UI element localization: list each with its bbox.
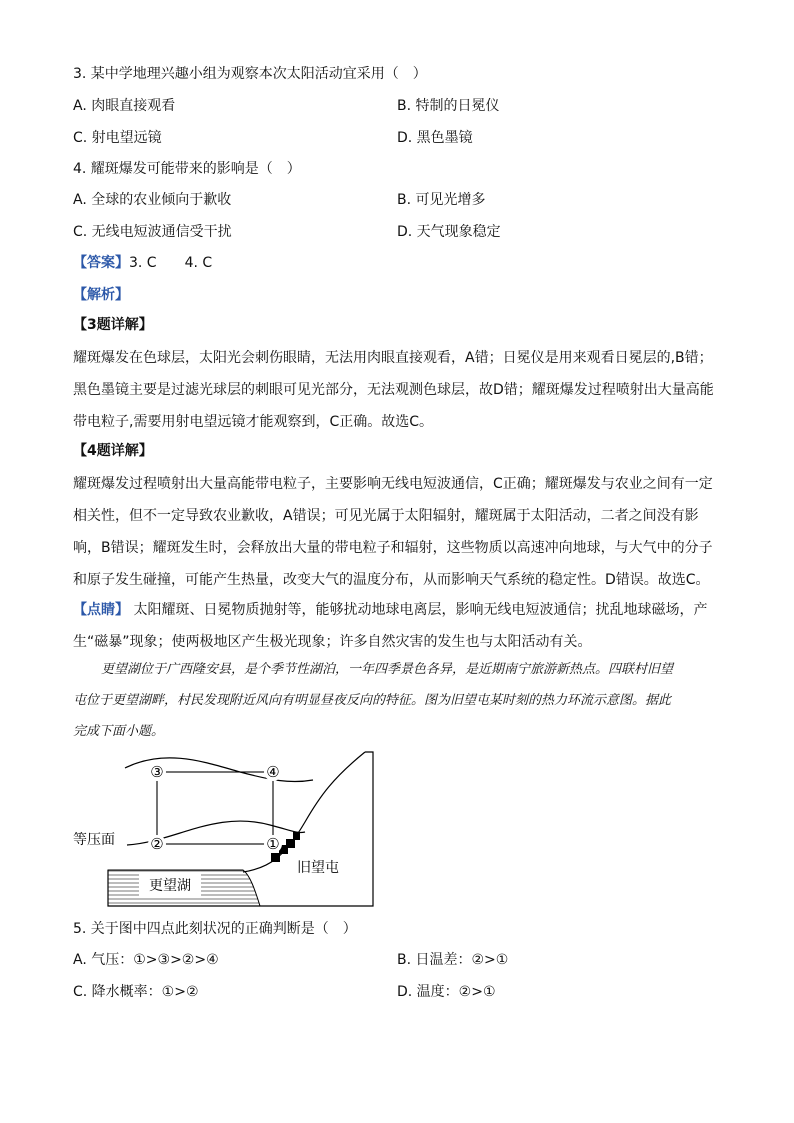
- dianjing-line: [73, 594, 723, 626]
- lake-label: 更望湖: [149, 878, 191, 894]
- q3-detail-heading: 【3题详解】: [73, 317, 153, 333]
- circulation-diagram: [65, 750, 385, 910]
- answer-text: 3. C 4. C: [129, 255, 213, 271]
- answer-label: 【答案】: [73, 255, 129, 271]
- q5-option-a: A. 气压：①>③>②>④: [73, 952, 219, 968]
- q4-option-a: A. 全球的农业倾向于歉收: [73, 192, 232, 208]
- point-3-label: ③: [150, 763, 164, 781]
- circulation-loop: [157, 772, 273, 844]
- q3-option-d: D. 黑色墨镜: [397, 130, 473, 146]
- q4-detail-line: 和原子发生碰撞，可能产生热量，改变大气的温度分布，从而影响天气系统的稳定性。D错误。故选C。: [73, 572, 710, 588]
- dianjing-line: 生“磁暴”现象；使两极地区产生极光现象；许多自然灾害的发生也与太阳活动有关。: [73, 634, 592, 650]
- q4-detail-line: 耀斑爆发过程喷射出大量高能带电粒子，主要影响无线电短波通信，C正确；耀斑爆发与农业之间有一定: [73, 476, 713, 492]
- q4-detail-heading: 【4题详解】: [73, 443, 153, 459]
- q5-option-d: D. 温度：②>①: [397, 984, 496, 1000]
- answer-line: [73, 253, 212, 273]
- intro-line: 更望湖位于广西隆安县，是个季节性湖泊，一年四季景色各异，是近期南宁旅游新热点。四联村旧望: [101, 662, 674, 677]
- q4-option-b: B. 可见光增多: [397, 192, 486, 208]
- isobar-label: 等压面: [73, 832, 115, 848]
- intro-line: 完成下面小题。: [73, 724, 165, 739]
- dianjing-text: 太阳耀斑、日冕物质抛射等，能够扰动地球电离层，影响无线电短波通信；扰乱地球磁场，产: [129, 602, 708, 618]
- q3-stem: 3. 某中学地理兴趣小组为观察本次太阳活动宜采用（ ）: [73, 66, 427, 82]
- q4-detail-line: 相关性，但不一定导致农业歉收，A错误；可见光属于太阳辐射，耀斑属于太阳活动，二者之间没有影: [73, 508, 699, 524]
- point-4-label: ④: [266, 763, 280, 781]
- village-block: [293, 832, 300, 840]
- q3-detail-line: 耀斑爆发在色球层，太阳光会刺伤眼睛，无法用肉眼直接观看，A错；日冕仪是用来观看日冕层的,B错；: [73, 350, 713, 366]
- q4-detail-line: 响，B错误；耀斑发生时，会释放出大量的带电粒子和辐射，这些物质以高速冲向地球，与大气中的分子: [73, 540, 713, 556]
- intro-paragraph: [73, 654, 723, 747]
- intro-line: 屯位于更望湖畔，村民发现附近风向有明显昼夜反向的特征。图为旧望屯某时刻的热力环流示意图。据此: [73, 693, 672, 708]
- q3-option-a: A. 肉眼直接观看: [73, 98, 176, 114]
- q3-detail-line: 黑色墨镜主要是过滤光球层的刺眼可见光部分，无法观测色球层，故D错；耀斑爆发过程喷射出大量高能: [73, 382, 714, 398]
- dianjing-body: [73, 594, 723, 658]
- mountain-slope: [243, 752, 365, 872]
- q4-stem: 4. 耀斑爆发可能带来的影响是（ ）: [73, 161, 301, 177]
- q3-option-c: C. 射电望远镜: [73, 130, 162, 146]
- q5-option-b: B. 日温差：②>①: [397, 952, 509, 968]
- analysis-label: 【解析】: [73, 287, 129, 303]
- village-label: 旧望屯: [297, 860, 339, 876]
- analysis-line: [73, 285, 129, 305]
- village-block: [271, 853, 280, 862]
- q3-detail-line: 带电粒子,需要用射电望远镜才能观察到，C正确。故选C。: [73, 414, 433, 430]
- q5-option-c: C. 降水概率：①>②: [73, 984, 199, 1000]
- q3-detail-body: [73, 342, 723, 438]
- point-1-label: ①: [266, 835, 280, 853]
- q5-stem: 5. 关于图中四点此刻状况的正确判断是（ ）: [73, 921, 357, 937]
- q4-option-c: C. 无线电短波通信受干扰: [73, 224, 232, 240]
- q4-option-d: D. 天气现象稳定: [397, 224, 501, 240]
- q3-option-b: B. 特制的日冕仪: [397, 98, 500, 114]
- point-2-label: ②: [150, 835, 164, 853]
- village-block: [286, 839, 295, 848]
- dianjing-label: 【点睛】: [73, 602, 129, 618]
- q4-detail-body: [73, 468, 723, 596]
